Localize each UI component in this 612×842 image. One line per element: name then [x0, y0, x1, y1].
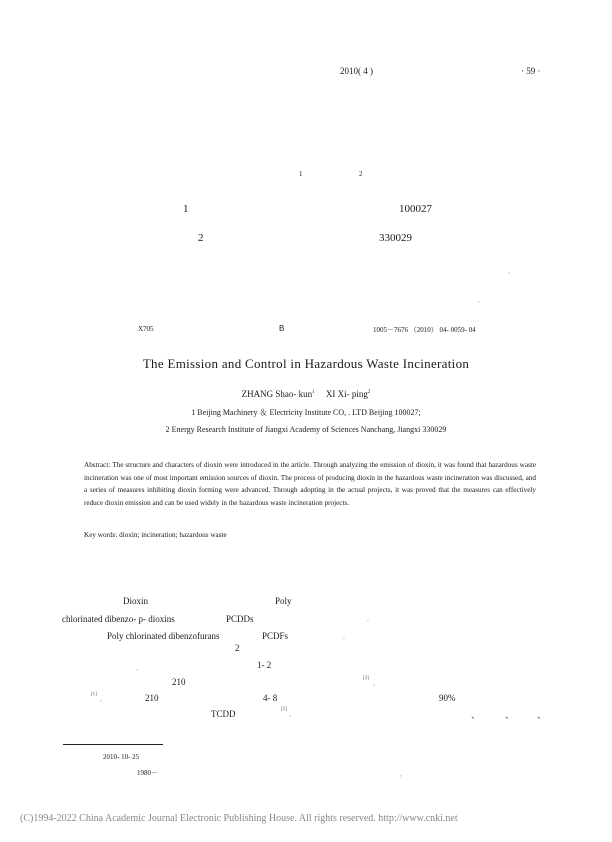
document-code: B	[279, 324, 285, 333]
body-enumeration-comma: 、	[537, 710, 547, 720]
body-reference: [2]	[281, 707, 287, 712]
keywords-text: dioxin; incineration; hazardous waste	[117, 531, 227, 539]
author-2-name: XI Xi- ping	[325, 389, 368, 399]
body-number: 2	[235, 643, 240, 653]
footnote-birth-year: 1980－	[137, 769, 158, 777]
affiliation-en-1: 1 Beijing Machinery ＆ Electricity Institute CO, . LTD Beijing 100027;	[191, 408, 421, 417]
article-id: 1005－7676 （2010） 04- 0059- 04	[373, 326, 476, 334]
body-pcdd-abbr: PCDDs	[226, 614, 254, 624]
author-cn-marker-2: 2	[359, 170, 363, 178]
abstract-label: Abstract:	[84, 461, 111, 469]
affiliation-cn-postcode-1: 100027	[399, 203, 432, 215]
affiliation-cn-marker-2: 2	[198, 232, 204, 244]
abstract-cn-mark: 。	[478, 299, 484, 304]
clc-number: X705	[138, 325, 154, 333]
body-tcdd: TCDD	[211, 709, 236, 719]
body-mark: 。	[367, 618, 373, 623]
body-mark: 。	[343, 635, 349, 640]
author-cn-marker-1: 1	[299, 170, 303, 178]
body-mark: 。	[100, 698, 106, 703]
abstract-text: The structure and characters of dioxin were introduced in the article. Through analyzing the emission of dioxin, it was found that hazardous waste incineration was one of most important emission sources of dioxin. The process of producing dioxin in the hazardous waste incineration was discussed, and a series of measures inhibiting dioxin forming were advanced. Through adopting in the actual projects, it was proved that the measures can effectively reduce dioxin emission and can be used widely in the hazardous waste incineration projects.	[84, 461, 536, 508]
body-mark: 。	[289, 713, 295, 718]
body-range: 1- 2	[257, 660, 272, 670]
body-pcdf-name: Poly chlorinated dibenzofurans	[107, 631, 220, 641]
author-1-mark: 1	[312, 390, 315, 395]
paper-title-en: The Emission and Control in Hazardous Waste Incineration	[142, 356, 470, 371]
body-number: 210	[172, 677, 186, 687]
footnote-rule	[63, 744, 163, 745]
body-enumeration-comma: 、	[505, 710, 515, 720]
body-number: 210	[145, 693, 159, 703]
body-mark: 。	[136, 667, 142, 672]
page-number: · 59 ·	[521, 66, 541, 76]
authors-en	[0, 389, 612, 399]
keywords-label: Key words:	[84, 531, 118, 539]
abstract-cn-mark: 。	[508, 270, 514, 275]
body-enumeration-comma: 、	[471, 710, 481, 720]
body-range: 4- 8	[263, 693, 278, 703]
author-1-name: ZHANG Shao- kun	[241, 389, 313, 399]
body-dioxin: Dioxin	[123, 596, 149, 606]
body-percent: 90%	[439, 693, 456, 703]
body-poly: Poly	[275, 596, 292, 606]
copyright-footer: (C)1994-2022 China Academic Journal Electronic Publishing House. All rights reserved. http://www.cnki.net	[20, 813, 458, 824]
keywords-en	[84, 531, 227, 539]
body-pcdd-name: chlorinated dibenzo- p- dioxins	[62, 614, 175, 624]
footnote-received-date: 2010- 10- 25	[103, 753, 140, 761]
body-pcdf-abbr: PCDFs	[262, 631, 289, 641]
abstract-en	[84, 459, 536, 510]
author-2-mark: 2	[367, 390, 371, 395]
footnote-mark: 。	[400, 773, 406, 778]
affiliation-cn-postcode-2: 330029	[379, 232, 412, 244]
body-reference: [1]	[91, 692, 97, 697]
body-mark: 。	[373, 682, 379, 687]
affiliation-en-2: 2 Energy Research Institute of Jiangxi Academy of Sciences Nanchang, Jiangxi 330029	[165, 425, 447, 434]
journal-issue: 2010( 4 )	[340, 66, 373, 76]
affiliation-cn-marker-1: 1	[183, 203, 189, 215]
body-reference: [3]	[363, 676, 369, 681]
